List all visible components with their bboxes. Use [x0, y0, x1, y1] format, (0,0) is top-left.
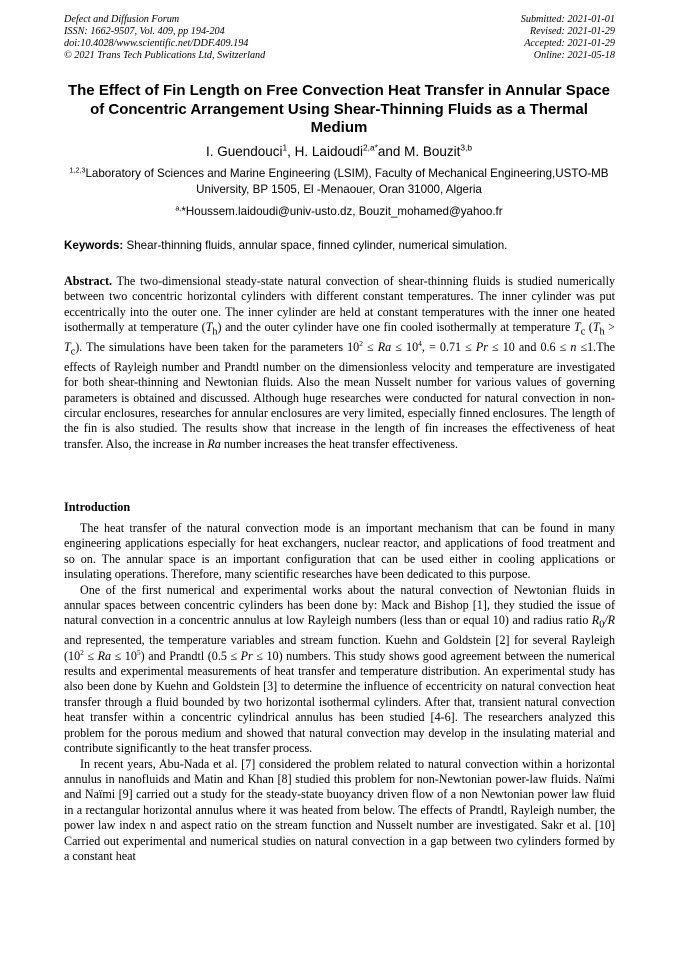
- dates-header: [521, 14, 615, 62]
- abstract-text: ≤ 10 and 0.6 ≤: [487, 340, 571, 355]
- affiliation-text: Laboratory of Sciences and Marine Engineering (LSIM), Faculty of Mechanical Engineering,USTO-MB University, BP 1505, El -Menaouer, Oran 31000, Algeria: [85, 167, 609, 196]
- math-exponent: 5: [136, 647, 141, 657]
- math-sub: 0: [599, 619, 605, 631]
- math-symbol: /: [604, 613, 608, 628]
- abstract: [64, 274, 615, 452]
- email-sup: a,: [175, 203, 182, 213]
- math-symbol: T: [64, 340, 71, 355]
- email-text: *Houssem.laidoudi@univ-usto.dz, Bouzit_mohamed@yahoo.fr: [181, 205, 503, 218]
- paragraph: In recent years, Abu-Nada et al. [7] considered the problem related to natural convection within a horizontal annulus in nanofluids and Matin and Khan [8] studied this problem for non-Newtonian power-law fluids. Naïmi and Naïmi [9] carried out a study for the steady-state buoyancy driven flow of a non Newtonian power law fluid in a rectangular horizontal annulus where it was heated from below. The effects of Prandtl, Rayleigh number, the power law index n and aspect ratio on the stream function and Nusselt number are investigated. Sakr et al. [10] Carried out experimental and numerical studies on natural convection in a gap between two cylinders formed by a constant heat: [64, 756, 615, 863]
- paragraph-text: One of the first numerical and experimental works about the natural convection of Newtonian fluids in annular spaces between concentric cylinders has been done by: Mack and Bishop [1], they studied the issue of natural convection in a concentric annulus at low Rayleigh numbers (less than or equal 10) and radius ratio: [64, 582, 615, 628]
- abstract-text: ≤ 10: [391, 340, 419, 355]
- copyright-line: © 2021 Trans Tech Publications Ltd, Switzerland: [64, 50, 266, 61]
- math-exponent: 4: [418, 339, 422, 349]
- author-name: I. Guendouci: [205, 144, 283, 159]
- paragraph-text: ≤ 10: [111, 648, 137, 663]
- online-date: Online: 2021-05-18: [533, 50, 615, 61]
- paragraph-text: ) and Prandtl (0.5 ≤: [140, 648, 241, 663]
- keywords: [64, 238, 616, 253]
- author-affil-sup: 1: [282, 142, 288, 153]
- math-symbol: T: [573, 320, 581, 335]
- abstract-text: The two-dimensional steady-state natural convection of shear-thinning fluids is studied numerically between two concentric horizontal cylinders with different constant temperatures. The inner cylinder was put eccentrically into the outer one. The inner cylinder are held at constant temperatures with the inner one heated isothermally at temperature (: [64, 274, 615, 335]
- math-symbol: T: [592, 320, 600, 335]
- abstract-text: >: [604, 320, 615, 335]
- math-sub: h: [212, 326, 218, 338]
- math-symbol: R: [607, 613, 615, 628]
- paragraph: [64, 583, 615, 757]
- paragraph-text: and represented, the temperature variables and stream function. Kuehn and Goldstein [2] for several Rayleigh (10: [64, 633, 615, 663]
- journal-name: Defect and Diffusion Forum: [64, 14, 180, 25]
- math-exponent: 2: [359, 339, 363, 349]
- revised-date: Revised: 2021-01-29: [529, 26, 615, 37]
- author-list: [64, 143, 614, 160]
- submitted-date: Submitted: 2021-01-01: [520, 14, 615, 25]
- keywords-label: Keywords:: [64, 239, 124, 252]
- keywords-text: Shear-thinning fluids, annular space, finned cylinder, numerical simulation.: [123, 239, 508, 252]
- math-sub: c: [70, 346, 76, 358]
- abstract-text: (: [585, 320, 593, 335]
- author-emails: [64, 204, 614, 219]
- math-sub: h: [599, 326, 605, 338]
- paragraph: The heat transfer of the natural convection mode is an important mechanism that can be found in many engineering applications especially for heat exchangers, nuclear reactor, and applications of food treatment and so on. The annular space is an important configuration that can be used either in cooling applications or insulating operations. Therefore, many scientific researches have been dedicated to this purpose.: [64, 521, 615, 582]
- paper-title: The Effect of Fin Length on Free Convection Heat Transfer in Annular Space of Concentric Arrangement Using Shear-Thinning Fluids as a Thermal Medium: [67, 82, 610, 136]
- math-symbol: R: [591, 613, 600, 628]
- abstract-text: ). The simulations have been taken for the parameters 10: [75, 340, 360, 355]
- math-symbol: T: [205, 320, 213, 335]
- math-exponent: 2: [80, 647, 84, 657]
- affiliation-sup: 1,2,3: [69, 165, 86, 175]
- math-symbol: Pr: [240, 648, 253, 663]
- introduction-body: [64, 521, 615, 864]
- math-symbol: Ra: [207, 436, 221, 451]
- author-affil-sup: 2,a*: [362, 142, 378, 153]
- affiliation: [64, 166, 614, 197]
- accepted-date: Accepted: 2021-01-29: [524, 38, 615, 49]
- author-name: H. Laidoudi: [294, 144, 363, 159]
- author-name: M. Bouzit: [404, 144, 461, 159]
- doi-line: doi:10.4028/www.scientific.net/DDF.409.194: [64, 38, 249, 49]
- math-symbol: Ra: [377, 340, 392, 355]
- author-sep: ,: [287, 144, 295, 159]
- section-heading-introduction: Introduction: [64, 500, 131, 514]
- abstract-text: ≤: [362, 340, 378, 355]
- math-symbol: Pr: [475, 340, 488, 355]
- issn-line: ISSN: 1662-9507, Vol. 409, pp 194-204: [64, 26, 225, 37]
- abstract-text: number increases the heat transfer effectiveness.: [220, 436, 459, 451]
- author-sep: and: [377, 144, 405, 159]
- abstract-text: ≤1.The effects of Rayleigh number and Prandtl number on the dimensionless velocity and temperature are investigated for both shear-thinning and Newtonian fluids. Also the mean Nusselt number for various values of governing parameters is obtained and discussed. Although huge researches were conducted for natural convection in non-circular enclosures, researches for annular enclosures are very limited, especially finned enclosures. The length of the fin is also studied. The results show that increase in the length of fin increases the effectiveness of heat transfer. Also, the increase in: [64, 340, 616, 451]
- math-sub: c: [580, 326, 586, 338]
- journal-header: [64, 14, 265, 62]
- abstract-text: ) and the outer cylinder have one fin cooled isothermally at temperature: [217, 320, 574, 335]
- math-symbol: n: [570, 340, 577, 355]
- math-symbol: Ra: [97, 648, 112, 663]
- abstract-label: Abstract.: [64, 274, 113, 288]
- abstract-text: , = 0.71 ≤: [421, 340, 476, 355]
- paragraph-text: ≤: [83, 648, 98, 663]
- author-affil-sup: 3,b: [460, 142, 473, 153]
- paragraph-text: ≤ 10) numbers. This study shows good agreement between the numerical results and experimental measurements of heat transfer and temperature distribution. An experimental study has also been done by Kuehn and Goldstein [3] to determine the influence of eccentricity on natural convection heat transfer through a fluid bounded by two horizontal isothermal cylinders. After that, transient natural convection heat transfer within a concentric cylindrical annulus has been studied [4-6]. The researchers analyzed this problem for the porous medium and showed that natural convection may develop in the insulating material and contribute significantly to the heat transfer process.: [64, 648, 615, 756]
